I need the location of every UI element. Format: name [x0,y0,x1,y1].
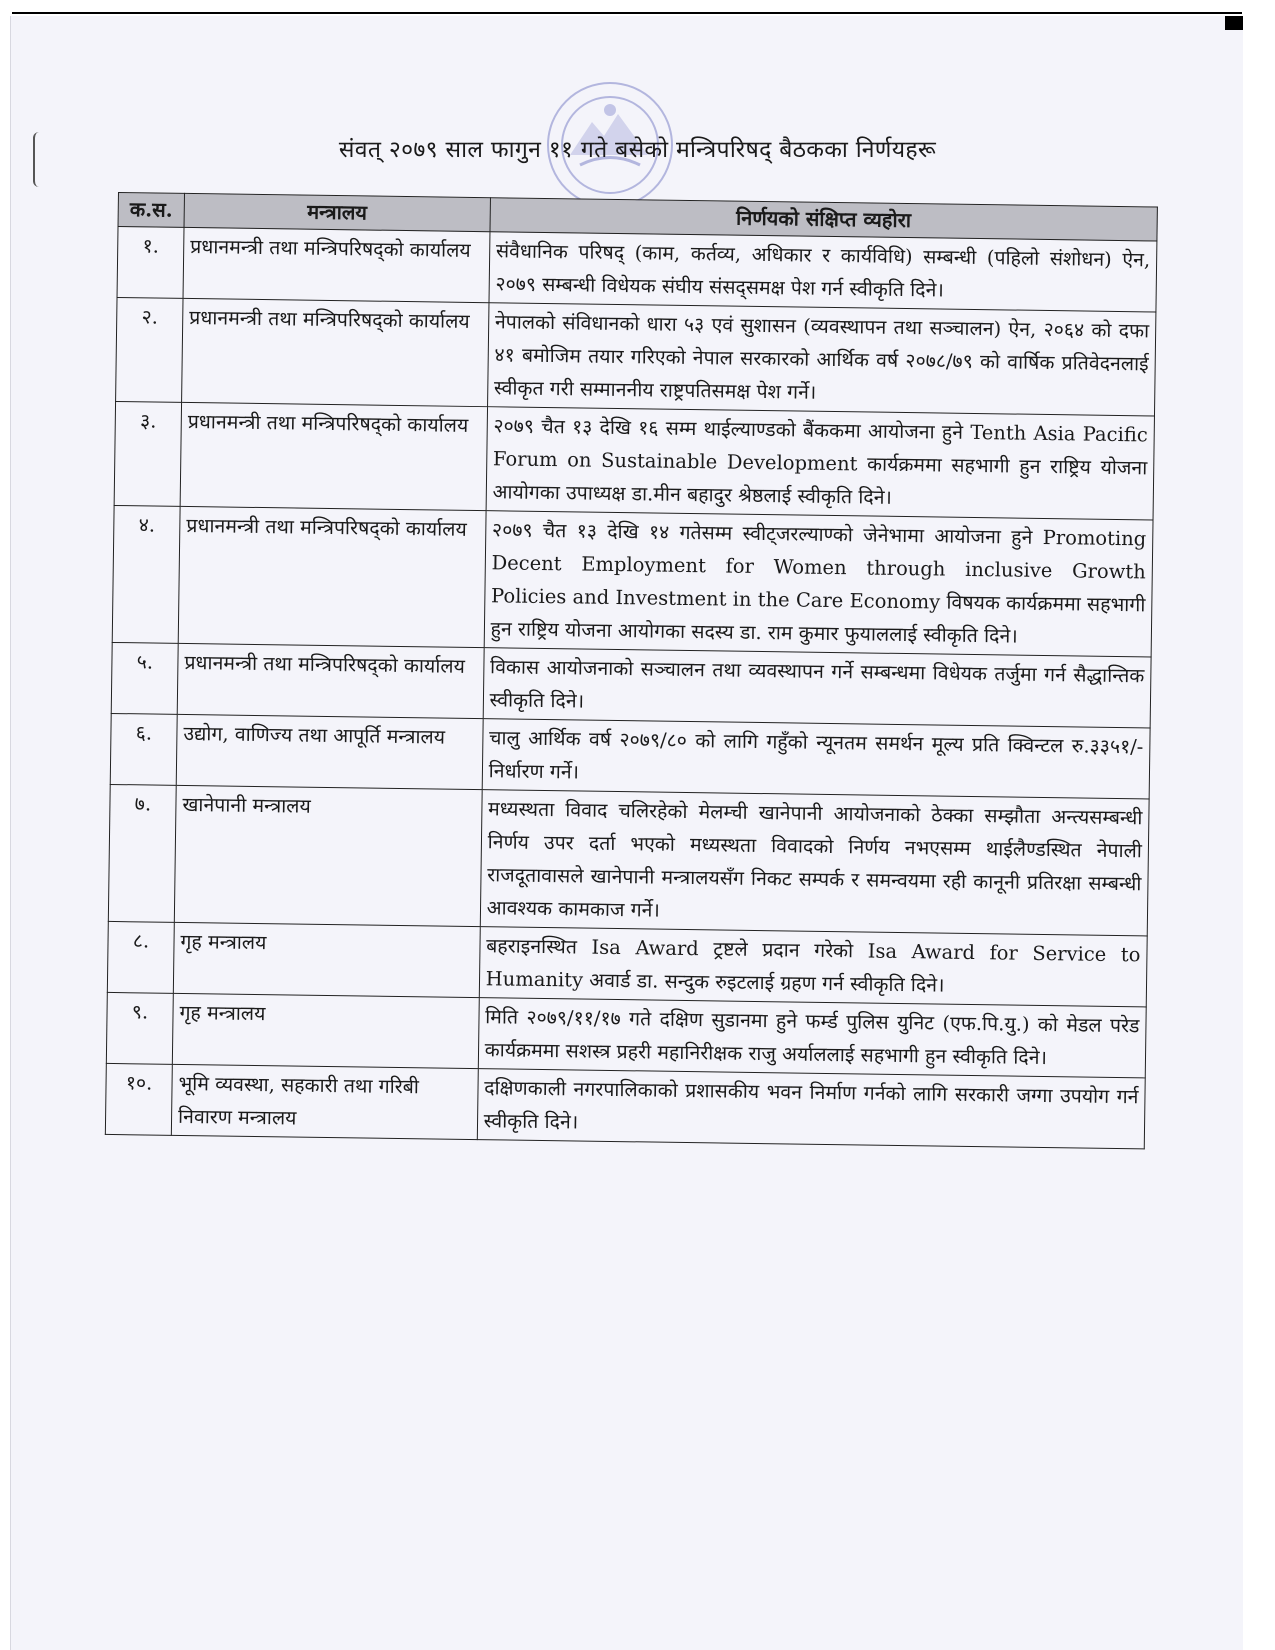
ministry-cell: प्रधानमन्त्री तथा मन्त्रिपरिषद्को कार्यालय [182,298,489,406]
decision-cell: विकास आयोजनाको सञ्चालन तथा व्यवस्थापन गर्ने सम्बन्धमा विधेयक तर्जुमा गर्न सैद्धान्तिक स्वीकृति दिने। [483,648,1151,728]
serial-cell: ६. [110,713,177,785]
decision-cell: बहराइनस्थित Isa Award ट्रष्टले प्रदान गरेको Isa Award for Service to Humanity अवार्ड डा. सन्दुक रुइटलाई ग्रहण गर्न स्वीकृति दिने। [479,927,1147,1007]
scan-border [12,12,1242,14]
decision-cell: नेपालको संविधानको धारा ५३ एवं सुशासन (व्यवस्थापन तथा सञ्चालन) ऐन, २०६४ को दफा ४१ बमोजिम तयार गरिएको नेपाल सरकारको आर्थिक वर्ष २०७८/७९ को वार्षिक प्रतिवेदनलाई स्वीकृत गरी सम्माननीय राष्ट्रपतिसमक्ष पेश गर्ने। [487,303,1156,416]
scan-corner-mark [1225,16,1243,30]
serial-cell: १०. [105,1063,172,1135]
decision-cell: मिति २०७९/११/१७ गते दक्षिण सुडानमा हुने फर्म्ड पुलिस युनिट (एफ.पि.यु.) को मेडल परेड कार्यक्रममा सशस्त्र प्रहरी महानिरीक्षक राजु अर्याललाई सहभागी हुन स्वीकृति दिने। [478,998,1146,1078]
ministry-cell: उद्योग, वाणिज्य तथा आपूर्ति मन्त्रालय [176,714,483,789]
ministry-cell: प्रधानमन्त्री तथा मन्त्रिपरिषद्को कार्यालय [178,506,486,647]
serial-cell: ८. [107,921,174,993]
serial-cell: ९. [106,992,173,1064]
serial-cell: ४. [112,505,180,643]
table-row [108,784,1149,935]
ministry-cell: गृह मन्त्रालय [172,993,479,1068]
decision-cell: २०७९ चैत १३ देखि १४ गतेसम्म स्वीट्जरल्याण्को जेनेभामा आयोजना हुने Promoting Decent Employment for Women through inclusive Growth Policies and Investment in the Care Economy विषयक कार्यक्रममा सहभागी हुन राष्ट्रिय योजना आयोगका सदस्य डा. राम कुमार फुयाललाई स्वीकृति दिने। [484,511,1153,657]
header-decision: निर्णयको संक्षिप्त व्यहोरा [490,198,1158,241]
table-row [114,401,1154,519]
decision-cell: चालु आर्थिक वर्ष २०७९/८० को लागि गहुँको न्यूनतम समर्थन मूल्य प्रति क्विन्टल रु.३३५१/- निर्धारण गर्ने। [482,719,1150,799]
serial-cell: ७. [108,784,176,922]
header-serial: क.स. [118,193,184,228]
ministry-cell: गृह मन्त्रालय [173,922,480,997]
ministry-cell: प्रधानमन्त्री तथा मन्त्रिपरिषद्को कार्यालय [183,227,490,302]
table-row [105,1063,1145,1148]
decision-cell: दक्षिणकाली नगरपालिकाको प्रशासकीय भवन निर्माण गर्नको लागि सरकारी जग्गा उपयोग गर्न स्वीकृति दिने। [477,1069,1145,1149]
serial-cell: ३. [114,401,181,506]
decision-cell: २०७९ चैत १३ देखि १६ सम्म थाईल्याण्डको बैंककमा आयोजना हुने Tenth Asia Pacific Forum on Sustainable Development कार्यक्रममा सहभागी हुन राष्ट्रिय योजना आयोगका उपाध्यक्ष डा.मीन बहादुर श्रेष्ठलाई स्वीकृति दिने। [486,407,1155,520]
ministry-cell: प्रधानमन्त्री तथा मन्त्रिपरिषद्को कार्यालय [177,643,484,718]
serial-cell: ५. [111,642,178,714]
header-ministry: मन्त्रालय [184,193,490,231]
ministry-cell: प्रधानमन्त्री तथा मन्त्रिपरिषद्को कार्यालय [180,402,487,510]
decisions-table [105,192,1158,1149]
ministry-cell: भूमि व्यवस्था, सहकारी तथा गरिबी निवारण मन्त्रालय [171,1064,478,1139]
document-title: संवत् २०७९ साल फागुन ११ गते बसेको मन्त्रिपरिषद् बैठकका निर्णयहरू [338,137,937,163]
ministry-cell: खानेपानी मन्त्रालय [174,785,482,926]
decision-cell: संवैधानिक परिषद् (काम, कर्तव्य, अधिकार र कार्यविधि) सम्बन्धी (पहिलो संशोधन) ऐन, २०७९ सम्बन्धी विधेयक संघीय संसद्समक्ष पेश गर्न स्वीकृति दिने। [489,232,1157,312]
serial-cell: १. [117,227,184,299]
table-row [116,297,1156,415]
serial-cell: २. [116,297,183,402]
table-row [112,505,1153,656]
decision-cell: मध्यस्थता विवाद चलिरहेको मेलम्ची खानेपानी आयोजनाको ठेक्का सम्झौता अन्त्यसम्बन्धी निर्णय उपर दर्ता भएको मध्यस्थता विवादको निर्णय नभएसम्म थाईलैण्डस्थित नेपाली राजदूतावासले खानेपानी मन्त्रालयसँग निकट सम्पर्क र समन्वयमा रही कानूनी प्रतिरक्षा सम्बन्धी आवश्यक कामकाज गर्ने। [480,790,1149,936]
